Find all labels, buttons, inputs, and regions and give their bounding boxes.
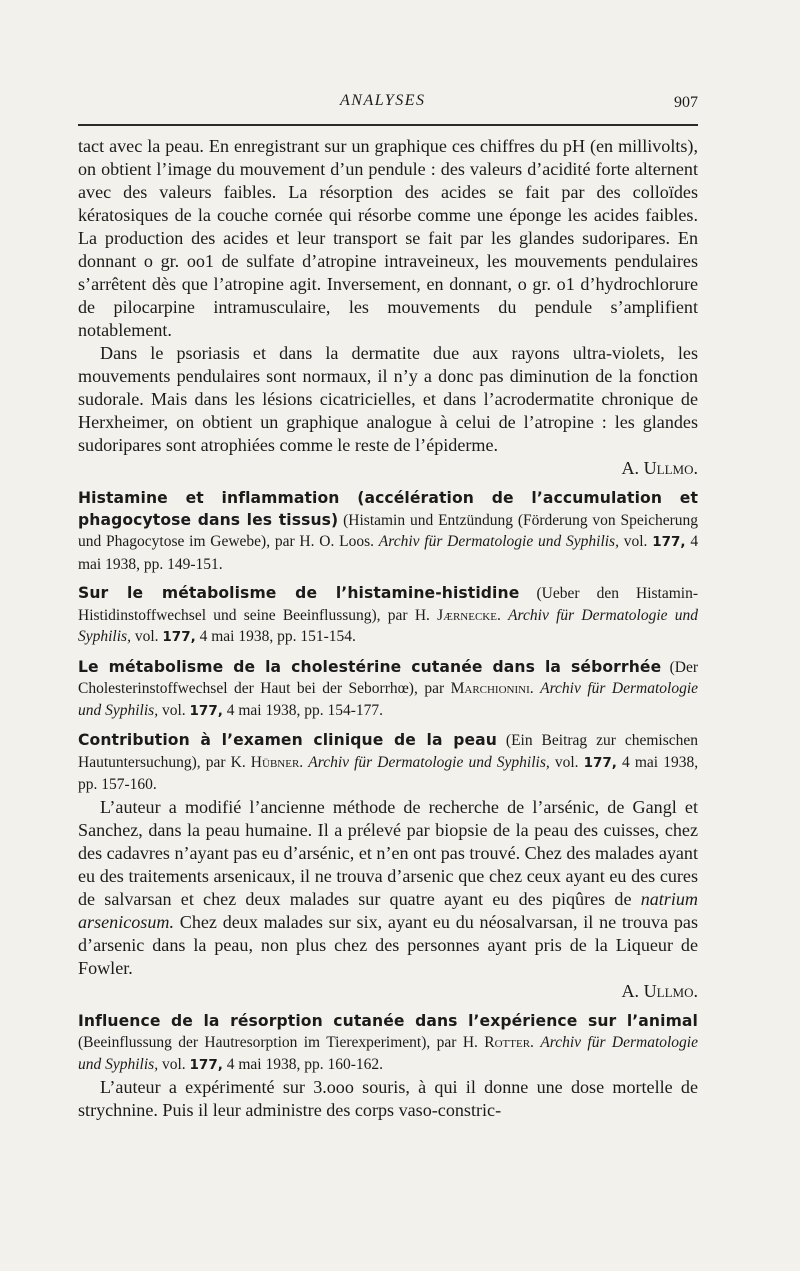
entry-details: 4 mai 1938, pp. 154-177.	[226, 701, 383, 719]
entry-vol-label: vol.	[554, 753, 579, 771]
entry-body	[78, 796, 698, 980]
entry-journal: Archiv für Dermatologie und Syphilis,	[378, 533, 619, 550]
entry-vol-label: vol.	[134, 628, 159, 645]
review-entry	[78, 657, 698, 723]
signature	[78, 980, 698, 1003]
entry-journal: Archiv für Dermatologie und Syphilis,	[78, 606, 698, 645]
running-title: ANALYSES	[340, 92, 426, 109]
review-entry	[78, 488, 698, 575]
entry-subtitle: (Der Cholesterinstoffwechsel der Haut bei der Seborrhœ), par	[78, 658, 698, 697]
entry-body-text-end: Chez deux malades sur six, ayant eu du néosalvarsan, il ne trouva pas d’arsenic dans la peau, non plus chez des personnes ayant pris de la Liqueur de Fowler.	[78, 911, 698, 978]
entry-vol-label: vol.	[161, 1055, 186, 1073]
page-number: 907	[674, 94, 698, 111]
entry-author: H. Jærnecke.	[414, 606, 501, 624]
entry-reference	[78, 657, 698, 723]
header-rule	[78, 124, 698, 126]
entry-details: 4 mai 1938, pp. 149-151.	[78, 533, 699, 573]
entry-details: 4 mai 1938, pp. 160-162.	[226, 1055, 383, 1073]
review-entry	[78, 730, 698, 1003]
page-content	[78, 135, 698, 1122]
entry-vol-number: 177,	[652, 534, 686, 550]
entry-vol-label: vol.	[161, 701, 186, 719]
review-entry	[78, 583, 698, 649]
entry-vol-number: 177,	[162, 629, 196, 645]
entry-journal: Archiv für Dermatologie und Syphilis,	[308, 753, 550, 771]
entry-journal: Archiv für Dermatologie und Syphilis,	[78, 680, 699, 719]
page-header	[78, 92, 698, 118]
entry-reference	[78, 730, 698, 796]
entry-body-text: L’auteur a modifié l’ancienne méthode de recherche de l’arsénic, de Gangl et Sanchez, dans la peau humaine. Il a prélevé par biopsie de la peau des cuisses, chez des cadavres n’ayant pas eu d’arsénic, et n’en ont pas trouvé. Chez des malades ayant eu des traitements arsenicaux, il ne trouva d’arsenic que chez ceux ayant eu des cures de salvarsan et chez deux malades sur quatre ayant eu des piqûres de	[78, 796, 698, 909]
entry-reference	[78, 583, 698, 649]
entry-subtitle: (Ein Beitrag zur chemischen Hautuntersuchung), par	[78, 732, 699, 771]
entry-reference	[78, 488, 698, 575]
entry-author: K. Hübner.	[230, 753, 304, 771]
entry-author: H. O. Loos.	[299, 533, 374, 550]
review-entry	[78, 1011, 698, 1123]
entry-subtitle: (Beeinflussung der Hautresorption im Tierexperiment), par	[78, 1034, 457, 1051]
entry-vol-number: 177,	[189, 702, 223, 719]
intro-paragraph-1: tact avec la peau. En enregistrant sur un graphique ces chiffres du pH (en millivolts), on obtient l’image du mouvement d’un pendule : des valeurs d’acidité forte alternent avec des valeurs faibles. La résorption des acides se fait par des colloïdes kératosiques de la couche cornée qui résorbe comme une éponge les acides faibles. La production des acides et leur transport se fait par les glandes sudoripares. En donnant o gr. oo1 de sulfate d’atropine intraveineux, les mouvements pendulaires s’arrêtent dès que l’atropine agit. Inversement, en donnant, o gr. o1 d’hydrochlorure de pilocarpine intramusculaire, les mouvements du pendule s’amplifient notablement.	[78, 136, 698, 340]
entry-author: Marchionini.	[450, 680, 534, 697]
entry-vol-number: 177,	[189, 1056, 223, 1073]
signature	[78, 457, 698, 480]
entry-subtitle: (Histamin und Entzündung (Förderung von Speicherung und Phagocytose im Gewebe), par	[78, 511, 699, 550]
signature-name: Ullmo.	[643, 458, 698, 478]
entry-details: 4 mai 1938, pp. 151-154.	[199, 628, 356, 645]
entry-details: 4 mai 1938, pp. 157-160.	[78, 753, 699, 793]
entry-title: Contribution à l’examen clinique de la peau	[78, 731, 497, 749]
entry-body-italic: natrium arsenicosum.	[78, 888, 698, 932]
entry-vol-label: vol.	[623, 533, 648, 550]
intro-paragraph-2: Dans le psoriasis et dans la dermatite due aux rayons ultra-violets, les mouvements pendulaires sont normaux, il n’y a donc pas diminution de la fonction sudorale. Mais dans les lésions cicatricielles, et dans l’acrodermatite chronique de Herxheimer, on obtient un graphique analogue à celui de l’atropine : les glandes sudoripares sont atrophiées comme le reste de l’épiderme.	[78, 343, 698, 455]
signature-initial: A.	[621, 980, 640, 1001]
entry-subtitle: (Ueber den Histamin-Histidinstoffwechsel und seine Beeinflussung), par	[78, 585, 699, 624]
entry-journal: Archiv für Dermatologie und Syphilis,	[78, 1034, 698, 1073]
signature-initial: A.	[621, 458, 640, 478]
entry-author: H. Rotter.	[462, 1034, 534, 1051]
entry-title: Le métabolisme de la cholestérine cutanée dans la séborrhée	[78, 657, 662, 676]
entry-title: Influence de la résorption cutanée dans l’expérience sur l’animal	[78, 1011, 698, 1030]
entry-body: L’auteur a expérimenté sur 3.ooo souris, à qui il donne une dose mortelle de strychnine. Puis il leur administre des corps vaso-constric-	[78, 1077, 698, 1120]
entry-reference	[78, 1011, 698, 1077]
entry-title: Histamine et inflammation (accélération de l’accumulation et phagocytose dans les tissus)	[78, 489, 698, 529]
entry-title: Sur le métabolisme de l’histamine-histidine	[78, 584, 520, 602]
signature-name: Ullmo.	[643, 980, 698, 1001]
entry-vol-number: 177,	[583, 754, 617, 771]
